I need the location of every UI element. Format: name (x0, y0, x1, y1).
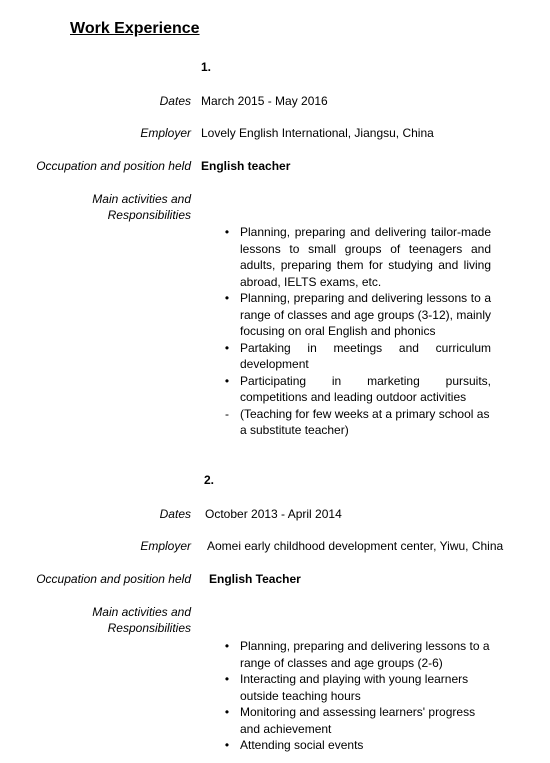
entry-number: 2. (204, 473, 215, 487)
list-item (221, 671, 496, 704)
bullet-marker: • (224, 340, 230, 355)
list-item-text: (Teaching for few weeks at a primary school as a substitute teacher) (240, 406, 490, 437)
dates-value: October 2013 - April 2014 (205, 507, 342, 521)
bullet-marker: • (224, 705, 230, 719)
list-item-text: Partaking in meetings and curriculum development (240, 340, 491, 371)
list-item-text: Monitoring and assessing learners' progress and achievement (240, 705, 476, 736)
activities-list (221, 224, 491, 439)
entry-number: 1. (201, 60, 212, 74)
dates-value: March 2015 - May 2016 (201, 94, 328, 108)
activities-list (221, 638, 496, 754)
list-item (221, 406, 491, 439)
bullet-marker: • (224, 291, 230, 305)
list-item (221, 638, 496, 671)
list-item (221, 340, 491, 373)
list-item-text: Attending social events (240, 738, 364, 752)
activities-label (0, 191, 191, 223)
activities-label-text: Main activities and Responsibilities (92, 605, 191, 635)
occupation-value: English teacher (201, 159, 291, 173)
section-title: Work Experience (70, 20, 200, 37)
occupation-label: Occupation and position held (36, 572, 191, 586)
bullet-marker: • (224, 738, 230, 752)
list-item (221, 290, 491, 340)
list-item-text: Interacting and playing with young learners outside teaching hours (240, 672, 469, 703)
occupation-value: English Teacher (209, 572, 301, 586)
bullet-marker: • (224, 672, 230, 686)
list-item-text: Planning, preparing and delivering lessons to a range of classes and age groups (3-12), mainly focusing on oral English and phonics (240, 291, 491, 338)
dash-marker: - (225, 406, 229, 421)
employer-value: Lovely English International, Jiangsu, China (201, 126, 434, 140)
list-item (221, 224, 491, 290)
bullet-marker: • (224, 373, 230, 388)
list-item (221, 704, 496, 737)
list-item (221, 373, 491, 406)
occupation-label: Occupation and position held (36, 159, 191, 173)
dates-label: Dates (159, 94, 191, 108)
list-item-text: Planning, preparing and delivering lessons to a range of classes and age groups (2-6) (240, 639, 490, 670)
activities-label-text: Main activities and Responsibilities (92, 192, 191, 222)
dates-label: Dates (159, 507, 191, 521)
bullet-marker: • (224, 639, 230, 653)
employer-label: Employer (140, 539, 191, 553)
employer-label: Employer (140, 126, 191, 140)
activities-label (0, 604, 191, 636)
list-item-text: Planning, preparing and delivering tailor-made lessons to small groups of teenagers and adults, preparing them for studying and living abroad, IELTS exams, etc. (240, 225, 491, 289)
list-item (221, 737, 496, 754)
employer-value: Aomei early childhood development center, Yiwu, China (207, 539, 504, 553)
list-item-text: Participating in marketing pursuits, competitions and leading outdoor activities (240, 373, 491, 404)
bullet-marker: • (224, 225, 230, 239)
